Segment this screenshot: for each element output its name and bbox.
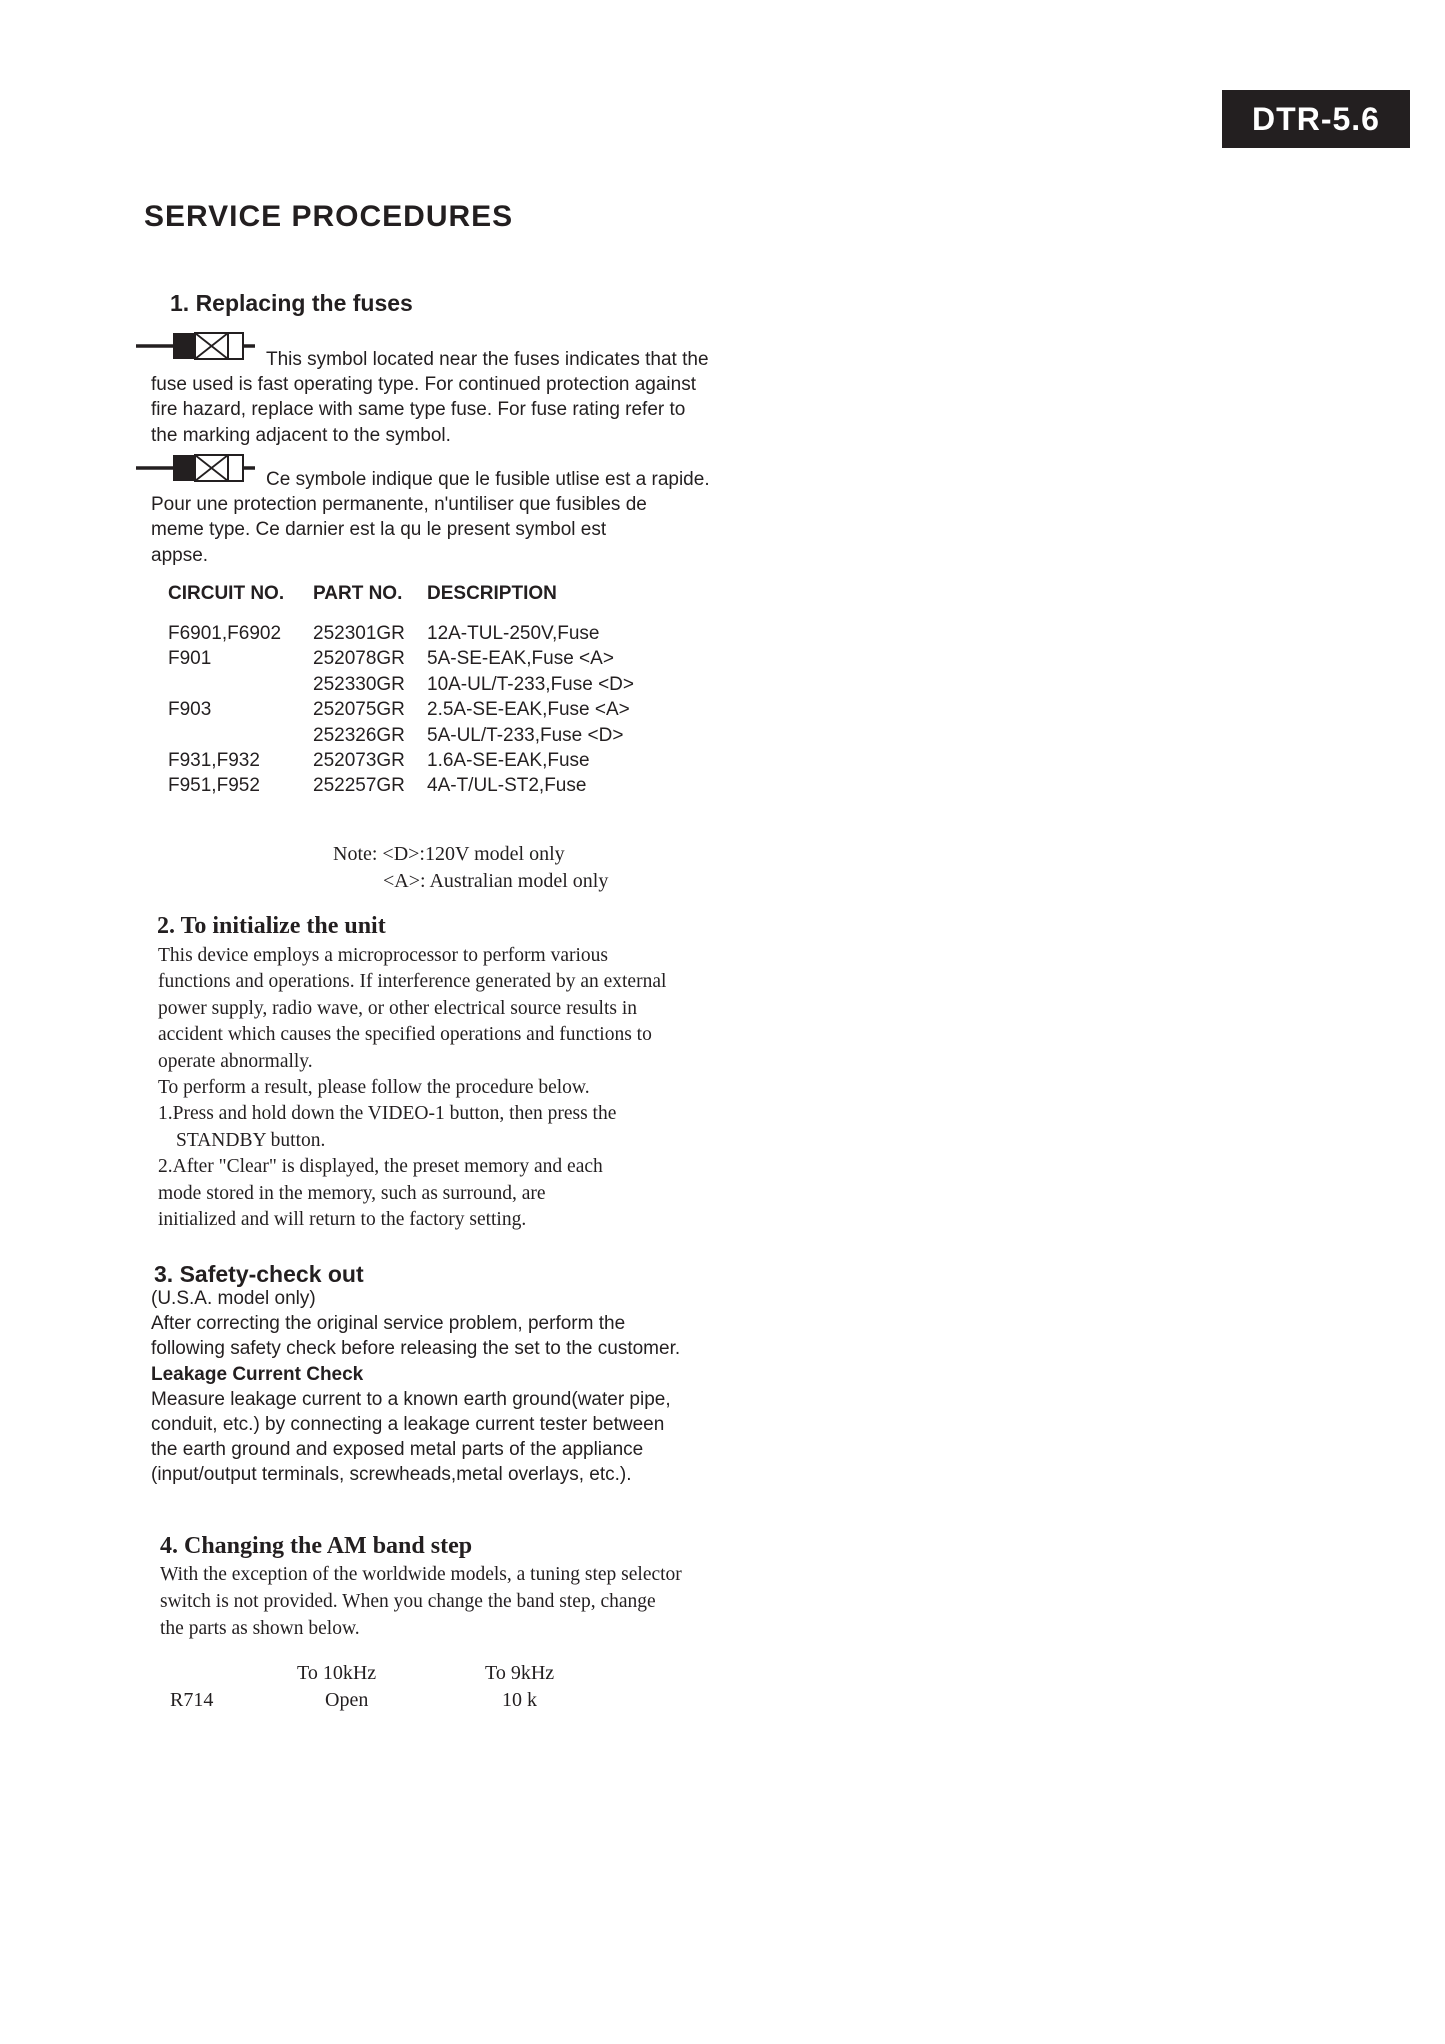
table-row: F903 252075GR 2.5A-SE-EAK,Fuse <A> [168, 699, 630, 721]
fuse-table-header [168, 583, 557, 605]
fuse-table-col-part: PART NO. [313, 583, 403, 604]
band-step-row-label: R714 [170, 1689, 214, 1711]
table-row: F951,F952 252257GR 4A-T/UL-ST2,Fuse [168, 775, 587, 797]
model-badge [1222, 90, 1410, 148]
fuse-table-col-circuit: CIRCUIT NO. [168, 583, 285, 604]
fuse-table [168, 621, 634, 799]
table-row: F931,F932 252073GR 1.6A-SE-EAK,Fuse [168, 750, 590, 772]
section-3-body: (U.S.A. model only) After correcting the original service problem, perform the following safety check before releasing the set to the customer. Leakage Current Check Measure leakage current to a known earth ground(water pipe, conduit, etc.) by connecting a leakage current tester between the earth ground and exposed metal parts of the appliance (input/output terminals, screwheads,metal overlays, etc.). [151, 1288, 681, 1486]
leakage-current-check-subheading: Leakage Current Check [151, 1363, 364, 1385]
page-title: SERVICE PROCEDURES [144, 200, 514, 233]
band-step-col-10khz: To 10kHz [297, 1662, 377, 1684]
fuse-table-col-description: DESCRIPTION [427, 583, 557, 604]
band-step-col-9khz: To 9kHz [485, 1662, 555, 1684]
band-step-value-9khz: 10 k [502, 1689, 537, 1711]
section-2-body: This device employs a microprocessor to perform various functions and operations. If interference generated by an external power supply, radio wave, or other electrical source results in accident which causes the specified operations and functions to operate abnormally. To perform a result, please follow the procedure below. 1.Press and hold down the VIDEO-1 button, then press the STANDBY button. 2.After "Clear" is displayed, the preset memory and each mode stored in the memory, such as surround, are initialized and will return to the factory setting. [158, 945, 667, 1231]
section-3-heading: 3. Safety-check out [154, 1261, 364, 1287]
table-note-line-2: <A>: Australian model only [383, 870, 609, 892]
table-row: F6901,F6902 252301GR 12A-TUL-250V,Fuse [168, 623, 600, 644]
section-4-body: With the exception of the worldwide models, a tuning step selector switch is not provided. When you change the band step, change the parts as shown below. [160, 1564, 682, 1639]
table-row: F901 252078GR 5A-SE-EAK,Fuse <A> [168, 648, 614, 670]
table-row: 252326GR 5A-UL/T-233,Fuse <D> [313, 724, 624, 746]
fuse-paragraph-french: Ce symbole indique que le fusible utlise est a rapide. Pour une protection permanente, n'untiliser que fusibles de meme type. Ce darnier est la qu le present symbol est appse. [151, 469, 710, 566]
band-step-value-10khz: Open [325, 1689, 369, 1711]
table-note-line-1: Note: <D>:120V model only [333, 843, 565, 865]
section-4-heading: 4. Changing the AM band step [160, 1533, 473, 1559]
fuse-paragraph-english: This symbol located near the fuses indicates that the fuse used is fast operating type. For continued protection against fire hazard, replace with same type fuse. For fuse rating refer to the marking adjacent to the symbol. [151, 349, 709, 446]
model-badge-label: DTR-5.6 [1252, 100, 1380, 137]
section-2-heading: 2. To initialize the unit [157, 913, 386, 939]
section-1-heading: 1. Replacing the fuses [170, 290, 413, 316]
table-row: 252330GR 10A-UL/T-233,Fuse <D> [313, 673, 634, 695]
